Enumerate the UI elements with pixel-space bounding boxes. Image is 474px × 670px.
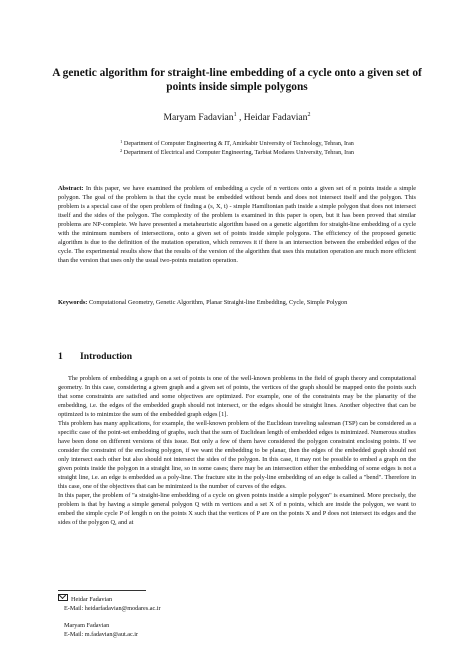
body-paragraph: In this paper, the problem of "a straight-line embedding of a cycle on given points inside a simple polygon" is examined. More precisely, the problem is that by having a simple general polygon Q with m vertices and a set X of n points, which are inside the polygon, we want to embed the simple cycle P of length n on the points X such that the vertices of P are on the points X and P does not intersect its edges and the sides of the polygon Q, and at [58,492,416,526]
affiliation [0,139,474,147]
affiliation [0,148,474,156]
author-sup: 2 [307,112,311,118]
email-line[interactable]: E-Mail: heidarfadavian@modares.ac.ir [64,605,161,612]
footnotes [58,594,258,639]
keywords [58,298,416,307]
affiliation-sup: 1 [120,139,123,144]
footnote-divider [58,590,146,591]
body-paragraph: The problem of embedding a graph on a set of points is one of the well-known problems in the field of graph theory and computational geometry. In this case, considering a given graph and a given set of points, the vertices of the graph should be mapped onto the points such that some constraints are satisfied and some objectives are optimized. For example, one of the constraints may be the planarity of the embedding, i.e. the edges of the embedded graph should not intersect, or the edges should be straight lines. Another objective that can be optimized is to minimize the sum of the embedded graph edges [1]. [58,375,416,418]
email-line[interactable]: E-Mail: m.fadavian@aut.ac.ir [64,631,139,638]
envelope-icon [58,594,68,601]
affiliation-sup: 2 [120,148,123,153]
section-heading [58,351,132,362]
paper-title: A genetic algorithm for straight-line embedding of a cycle onto a given set of points inside simple polygons [52,67,422,93]
abstract [58,184,416,265]
author-name: Heidar Fadavian [243,112,308,123]
abstract-text: In this paper, we have examined the problem of embedding a cycle of n vertices onto a given set of n points inside a simple polygon. The goal of the problem is that the cycle must be embedded without bends and does not intersect itself and the polygon. This problem is a special case of the open problem of finding a (s, X, t) - simple Hamiltonian path inside a simple polygon that does not intersect itself and the sides of the polygon. The complexity of the problem is examined in this paper is open, but it has been proved that similar problems are NP-complete. We have presented a metaheuristic algorithm based on a genetic algorithm for straight-line embedding of a cycle with the minimum numbers of intersections, onto a given set of points inside simple polygons. The efficiency of the proposed genetic algorithm is due to the definition of the mutation operation, which removes it if there is an intersection between the embedded edges of the cycle. The experimental results show that the results of the version of the algorithm that uses this mutation operation are much more efficient than the version that uses only the usual two-points mutation operation. [58,185,416,264]
affiliation-text: Department of Computer Engineering & IT, Amirkabir University of Technology, Tehran, Iran [123,141,354,147]
corresponding-author: Heidar Fadavian [71,596,113,603]
second-author: Maryam Fadavian [64,622,110,629]
footnote-line [58,594,258,604]
abstract-label: Abstract: [58,185,84,192]
section-title: Introduction [80,351,133,362]
body-paragraph: This problem has many applications, for example, the well-known problem of the Euclidean traveling salesman (TSP) can be considered as a specific case of the point-set embedding of graphs, such that the sum of Euclidean length of embedded edges is minimized. Numerous studies have been done on different versions of this issue. But only a few of them have considered the polygon constraint enclosing points. If we consider the constraint of the enclosing polygon, if we want the embedding to be planar, then the edges of the embedded graph should not only intersect each other but also should not intersect the sides of the polygon. In this case, it may not be possible to embed a graph on the given points inside the polygon in a straight line, so in some cases; there may be an intersection either the embedding of some edges is not a straight line, i.e. an edge is embedded as a poly-line. The fracture site in the poly-line embedding of an edge is called a "bend". Therefore in this case, one of the objectives that can be minimized is the number of curves of the edges. [58,420,416,490]
affiliation-text: Department of Electrical and Computer Engineering, Tarbiat Modares University, Tehran, Iran [123,150,354,156]
section-number: 1 [58,351,63,362]
footnote-gap [58,613,258,621]
author-separator: , [236,112,244,123]
introduction-body [58,374,416,527]
keywords-text: Computational Geometry, Genetic Algorithm, Planar Straight-line Embedding, Cycle, Simple Polygon [88,299,348,306]
author-sup: 1 [233,112,237,118]
author-line [0,112,474,123]
keywords-label: Keywords: [58,299,88,306]
author-name: Maryam Fadavian [163,112,234,123]
